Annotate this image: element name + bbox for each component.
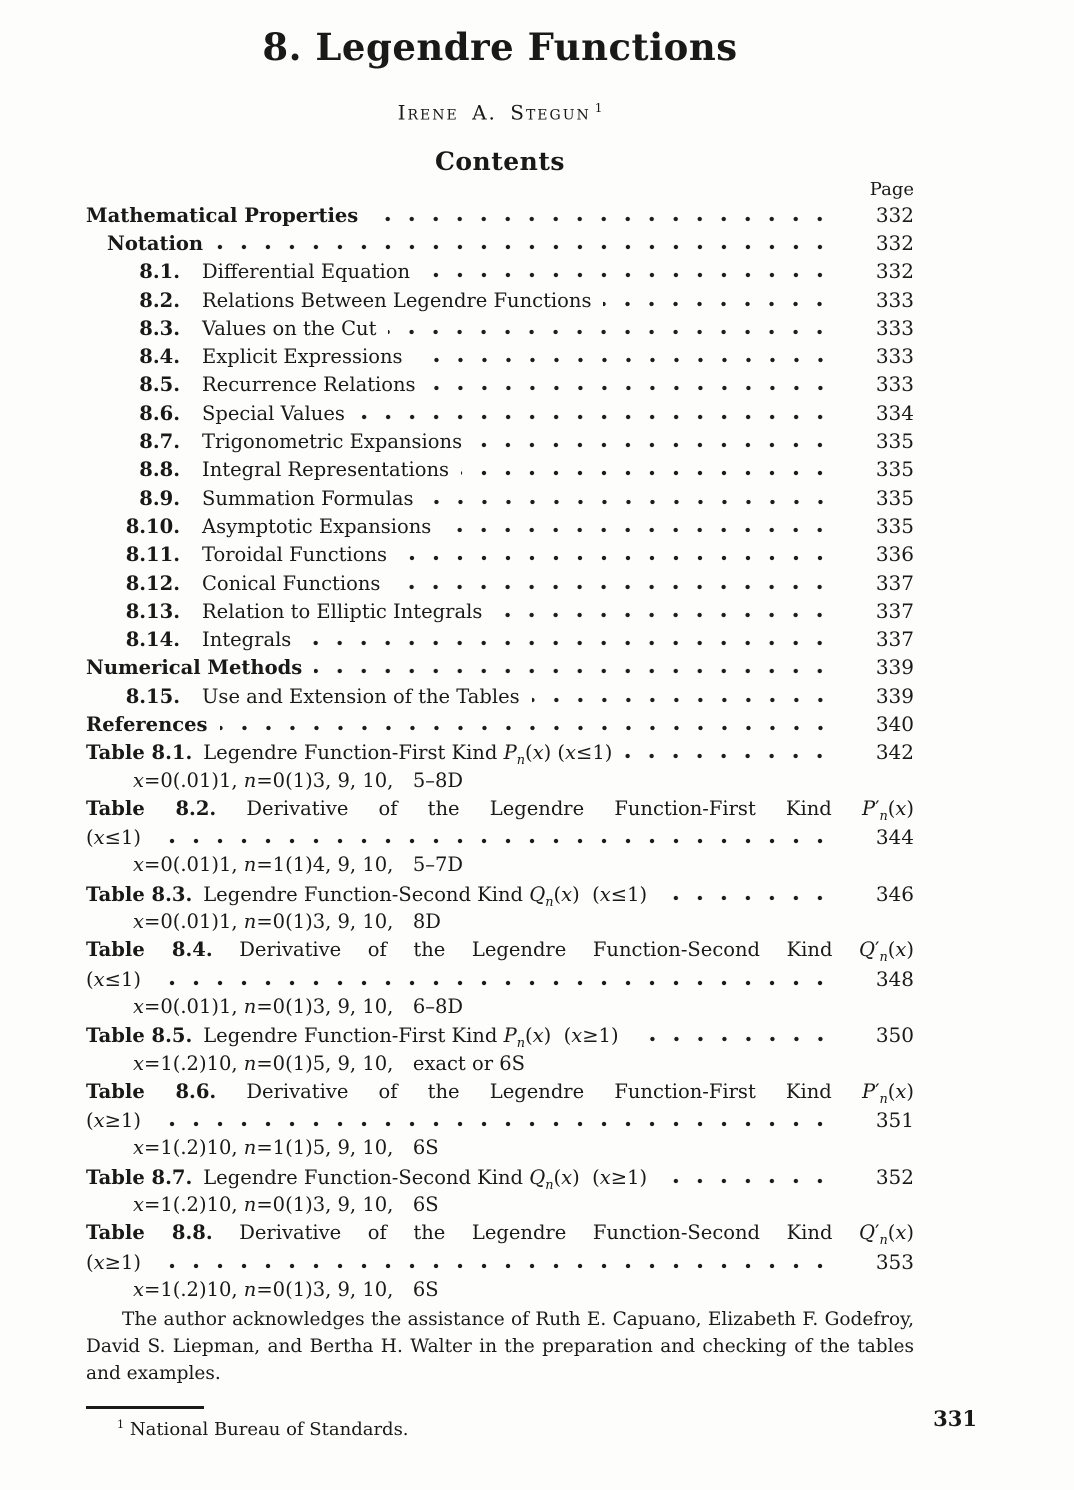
toc-item-title: Relation to Elliptic Integrals [202,599,483,623]
table-label: Table 8.1. [86,741,193,765]
toc-page-number: 344 [875,825,914,850]
dot-leader [399,555,834,561]
dot-leader [422,272,834,278]
toc-item-title: Integrals [202,628,292,652]
page-number-folio: 331 [933,1406,977,1431]
dot-leader [461,470,834,476]
toc-table-row [86,1163,914,1191]
toc-section-title: Mathematical Properties [86,203,359,227]
toc-table-continuation-row [86,823,914,851]
toc-item-title: Toroidal Functions [202,543,388,567]
dot-leader [659,1178,834,1184]
table-continuation-text: (x≥1) [86,1109,141,1133]
toc-item-number: 8.15. [125,684,180,708]
toc-item-row [86,286,914,314]
toc-item-row [86,569,914,597]
table-label: Table 8.3. [86,882,193,906]
toc-item-title: Explicit Expressions [202,345,403,369]
toc-item-number: 8.9. [139,486,180,510]
dot-leader [220,725,834,731]
toc-item-row [86,455,914,483]
table-title: Derivative of the Legendre Function-First Kind $P'_n(x)$ [246,796,915,824]
table-params: x=0(.01)1, n=1(1)4, 9, 10, 5–7D [133,853,464,877]
toc-page-number: 337 [875,627,914,652]
toc-section-title: References [86,713,208,736]
toc-page-number: 335 [875,429,914,454]
toc-page-number: 332 [875,259,914,284]
dot-leader [659,895,834,901]
toc-table-continuation-row [86,1106,914,1134]
toc-item-title: Differential Equation [202,260,411,284]
dot-leader [314,668,834,674]
toc-page-number: 333 [875,315,914,340]
toc-table-row [86,1021,914,1052]
toc-page-number: 333 [875,287,914,312]
table-title: Derivative of the Legendre Function-Second Kind $Q'_n(x)$ [239,1221,914,1249]
toc-item-number: 8.5. [139,373,180,397]
toc-page-number: 350 [875,1023,914,1048]
toc-page-number: 346 [875,881,914,906]
toc-item-title: Recurrence Relations [202,373,416,397]
toc-item-title: Conical Functions [202,571,381,595]
toc-item-row [86,540,914,568]
toc-page-number: 336 [875,542,914,567]
toc-page-number: 337 [875,570,914,595]
table-continuation-text: (x≤1) [86,967,141,991]
toc-item-number: 8.10. [125,514,180,538]
dot-leader [603,301,834,307]
toc-page-number: 353 [875,1249,914,1274]
dot-leader [631,1036,834,1042]
toc-section-row [86,710,914,738]
table-label: Table 8.8. [86,1221,213,1245]
toc-table-title-line [86,1219,914,1247]
dot-leader [474,442,834,448]
toc-page-number: 342 [875,740,914,765]
toc-item-title: Integral Representations [202,458,450,482]
page-column-label: Page [869,178,914,200]
toc-page-number: 348 [875,966,914,991]
page-content-column [86,0,914,1442]
toc-table-title-line [86,1078,914,1106]
chapter-title: 8. Legendre Functions [262,25,738,69]
toc-page-number: 333 [875,344,914,369]
table-params: x=1(.2)10, n=1(1)5, 9, 10, 6S [133,1136,439,1160]
table-label: Table 8.7. [86,1165,193,1189]
toc-section-row [86,229,914,257]
dot-leader [153,838,834,844]
dot-leader [426,499,834,505]
toc-section-row [86,653,914,681]
dot-leader [443,527,834,533]
toc-item-row [86,257,914,285]
dot-leader [153,1121,834,1127]
toc-list [86,201,914,1305]
toc-page-number: 332 [875,202,914,227]
footnote-text: National Bureau of Standards. [129,1418,409,1440]
table-label: Table 8.6. [86,1079,217,1103]
table-title: Legendre Function-Second Kind $Q_n(x)$ (x≤1) [203,882,648,910]
table-params: x=1(.2)10, n=0(1)3, 9, 10, 6S [133,1277,439,1301]
table-label: Table 8.2. [86,796,217,820]
dot-leader [388,329,834,335]
toc-item-row [86,682,914,710]
toc-item-number: 8.7. [139,430,180,454]
toc-table-row [86,880,914,908]
dot-leader [415,357,834,363]
toc-page-number: 352 [875,1164,914,1189]
toc-item-number: 8.1. [139,260,180,284]
toc-page-number: 335 [875,485,914,510]
table-params: x=1(.2)10, n=0(1)5, 9, 10, exact or 6S [133,1051,525,1075]
toc-item-row [86,399,914,427]
toc-page-number: 335 [875,513,914,538]
acknowledgment-paragraph: The author acknowledges the assistance of Ruth E. Capuano, Elizabeth F. Godefroy, David S. Liepman, and Bertha H. Walter in the preparation and checking of the tables and examples. [86,1309,914,1385]
dot-leader [215,244,834,250]
toc-item-row [86,314,914,342]
toc-page-number: 335 [875,457,914,482]
toc-item-number: 8.4. [139,345,180,369]
footnote-mark: 1 [117,1417,125,1431]
table-title: Legendre Function-First Kind $P_n(x)$ (x≥1) [203,1024,619,1052]
toc-item-row [86,625,914,653]
table-params: x=0(.01)1, n=0(1)3, 9, 10, 6–8D [133,994,464,1018]
toc-page-number: 337 [875,598,914,623]
toc-item-title: Relations Between Legendre Functions [202,288,592,312]
footnote [86,1413,914,1442]
toc-page-number: 332 [875,230,914,255]
contents-heading: Contents [434,146,565,176]
toc-item-row [86,512,914,540]
table-title: Derivative of the Legendre Function-Second Kind $Q'_n(x)$ [239,938,914,966]
toc-item-title: Summation Formulas [202,486,414,510]
table-label: Table 8.5. [86,1024,193,1048]
author-line [86,96,914,125]
toc-item-title: Special Values [202,401,345,425]
dot-leader [303,640,834,646]
dot-leader [532,697,834,703]
toc-table-title-line [86,795,914,823]
dot-leader [624,753,834,759]
toc-item-number: 8.14. [125,628,180,652]
toc-table-row [86,738,914,769]
toc-item-row [86,484,914,512]
table-params: x=0(.01)1, n=0(1)3, 9, 10, 5–8D [133,768,464,792]
dot-leader [357,414,834,420]
toc-item-number: 8.12. [125,571,180,595]
author-footnote-mark: 1 [594,101,603,115]
table-params: x=1(.2)10, n=0(1)3, 9, 10, 6S [133,1193,439,1217]
toc-item-title: Values on the Cut [202,316,377,340]
table-continuation-text: (x≤1) [86,826,141,850]
toc-item-number: 8.6. [139,401,180,425]
dot-leader [153,1263,834,1269]
footnote-rule [86,1406,204,1409]
toc-item-title: Asymptotic Expansions [202,514,432,538]
toc-item-row [86,342,914,370]
table-title: Legendre Function-Second Kind $Q_n(x)$ (x≥1) [203,1165,648,1193]
dot-leader [428,385,834,391]
author-name: Irene A. Stegun [397,100,591,125]
table-params: x=0(.01)1, n=0(1)3, 9, 10, 8D [133,910,441,934]
table-label: Table 8.4. [86,938,213,962]
toc-page-number: 340 [875,712,914,736]
toc-page-number: 334 [875,400,914,425]
dot-leader [153,980,834,986]
toc-item-title: Trigonometric Expansions [202,430,463,454]
toc-table-continuation-row [86,1248,914,1276]
dot-leader [494,612,834,618]
toc-item-row [86,370,914,398]
toc-section-row [86,201,914,229]
toc-table-continuation-row [86,965,914,993]
toc-page-number: 339 [875,683,914,708]
toc-section-title: Notation [107,231,204,255]
dot-leader [392,584,834,590]
toc-item-row [86,597,914,625]
toc-item-number: 8.8. [139,458,180,482]
toc-item-title: Use and Extension of the Tables [202,684,520,708]
toc-page-number: 333 [875,372,914,397]
table-continuation-text: (x≥1) [86,1250,141,1274]
toc-item-number: 8.3. [139,316,180,340]
toc-item-number: 8.2. [139,288,180,312]
dot-leader [370,216,834,222]
toc-item-number: 8.13. [125,599,180,623]
toc-page-number: 351 [875,1108,914,1133]
toc-item-row [86,427,914,455]
toc-item-number: 8.11. [125,543,180,567]
toc-section-title: Numerical Methods [86,656,303,680]
toc-page-number: 339 [875,655,914,680]
table-title: Legendre Function-First Kind $P_n(x)$ (x≤1) [203,741,613,769]
table-title: Derivative of the Legendre Function-First Kind $P'_n(x)$ [246,1079,915,1107]
toc-table-title-line [86,936,914,964]
